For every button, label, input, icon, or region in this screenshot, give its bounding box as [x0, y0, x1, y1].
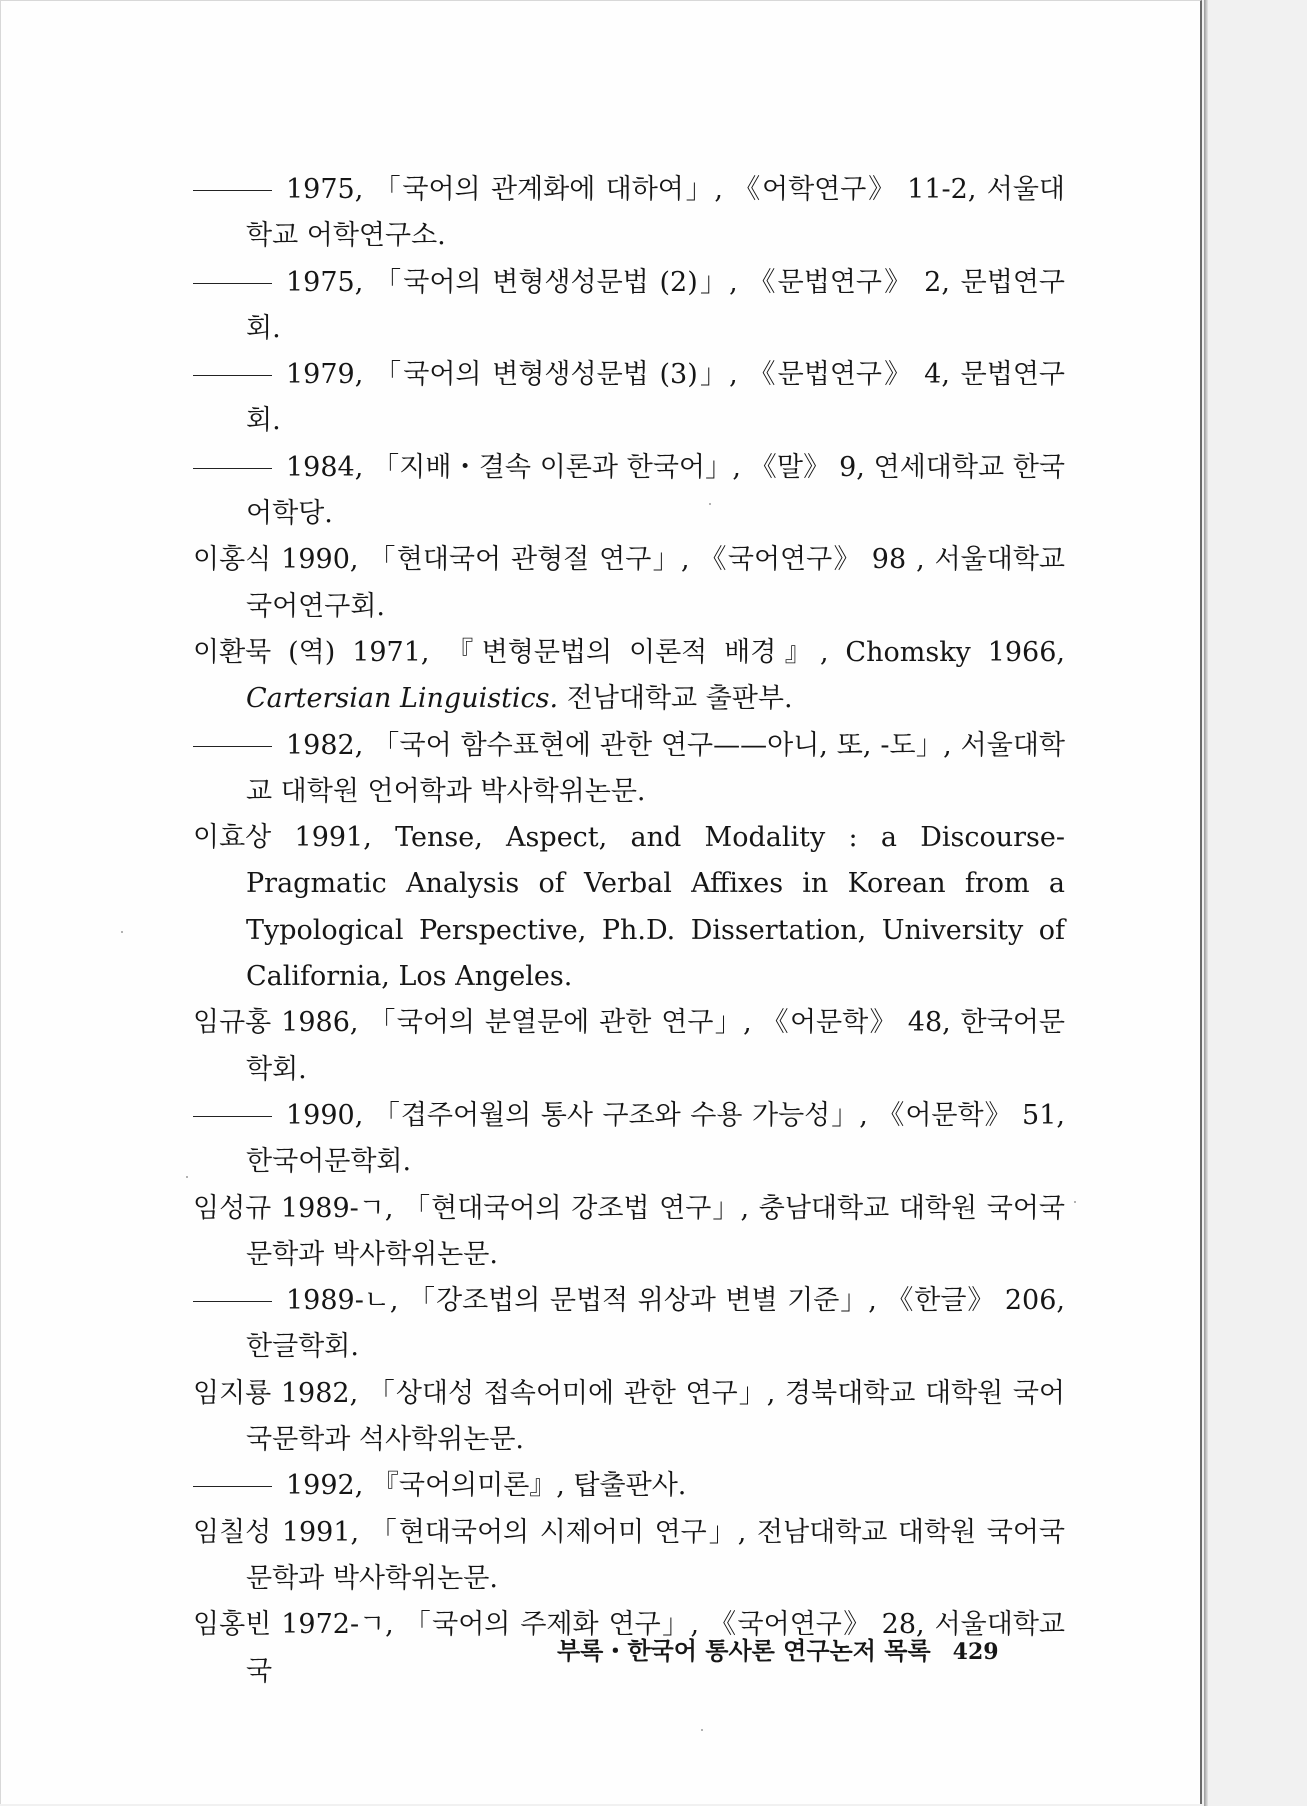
reference-text: 1982, 「국어 함수표현에 관한 연구——아니, 또, -도」, 서울대학교 대학원 언어학과 박사학위논문. [246, 729, 1065, 807]
reference-entry [193, 1278, 1065, 1371]
reference-entry [193, 352, 1065, 445]
page-footer [557, 1631, 1077, 1666]
reference-text: 이홍식 1990, 「현대국어 관형절 연구」, 《국어연구》 98 , 서울대학교 국어연구회. [193, 544, 1065, 622]
ditto-dash [193, 746, 272, 747]
reference-text: 임지룡 1982, 「상대성 접속어미에 관한 연구」, 경북대학교 대학원 국어국문학과 석사학위논문. [193, 1377, 1065, 1456]
reference-text: 1975, 「국어의 관계화에 대하여」, 《어학연구》 11-2, 서울대학교 어학연구소. [246, 174, 1065, 252]
reference-text: 임홍빈 1972-ㄱ, 「국어의 주제화 연구」, 《국어연구》 28, 서울대학교 국 [193, 1609, 1065, 1687]
running-title: 부록・한국어 통사론 연구논저 목록 [557, 1636, 931, 1665]
scan-speck [701, 1729, 703, 1731]
scan-speck [1074, 1201, 1076, 1203]
page-edge-shadow [1204, 0, 1208, 1806]
reference-entry [193, 445, 1065, 538]
ditto-dash [193, 190, 272, 191]
scan-speck [186, 1176, 188, 1178]
reference-entry [193, 1000, 1065, 1093]
reference-entry [193, 630, 1065, 723]
reference-text: 1979, 「국어의 변형생성문법 (3)」, 《문법연구》 4, 문법연구회. [246, 359, 1065, 437]
reference-entry [193, 1093, 1065, 1186]
reference-entry [193, 723, 1065, 816]
reference-entry [193, 167, 1065, 260]
reference-text: 1989-ㄴ, 「강조법의 문법적 위상과 변별 기준」, 《한글》 206, 한글학회. [246, 1285, 1065, 1363]
reference-text: 임칠성 1991, 「현대국어의 시제어미 연구」, 전남대학교 대학원 국어국문학과 박사학위논문. [193, 1516, 1065, 1594]
reference-text: 이환묵 (역) 1971, 『변형문법의 이론적 배경』, Chomsky 1966, [193, 636, 1065, 668]
ditto-dash [193, 468, 272, 469]
reference-entry [193, 1371, 1065, 1464]
reference-entry [193, 1186, 1065, 1279]
reference-italic-title: Cartersian Linguistics. [246, 683, 559, 715]
reference-text: 1992, 『국어의미론』, 탑출판사. [286, 1470, 687, 1502]
ditto-dash [193, 1116, 272, 1117]
ditto-dash [193, 375, 272, 376]
reference-text: 임규홍 1986, 「국어의 분열문에 관한 연구」, 《어문학》 48, 한국어문학회. [193, 1007, 1065, 1085]
reference-text: 이효상 1991, Tense, Aspect, and Modality : a Discourse-Pragmatic Analysis of Verbal Affixes in Korean from a Typological Perspective, Ph.D. Dissertation, University of California, Los Angeles. [193, 822, 1065, 993]
reference-entry [193, 1463, 1065, 1509]
ditto-dash [193, 283, 272, 284]
ditto-dash [193, 1486, 272, 1487]
reference-list [193, 167, 1065, 1695]
reference-entry [193, 260, 1065, 353]
scan-speck [709, 503, 711, 505]
reference-entry [193, 537, 1065, 630]
reference-text: 1984, 「지배・결속 이론과 한국어」, 《말》 9, 연세대학교 한국어학당. [246, 451, 1065, 530]
reference-text: 1990, 「겹주어월의 통사 구조와 수용 가능성」, 《어문학》 51, 한국어문학회. [246, 1099, 1065, 1178]
ditto-dash [193, 1301, 272, 1302]
reference-entry [193, 815, 1065, 1000]
page-number: 429 [952, 1639, 999, 1665]
reference-text: 1975, 「국어의 변형생성문법 (2)」, 《문법연구》 2, 문법연구회. [246, 266, 1065, 344]
scan-speck [121, 931, 123, 933]
reference-entry [193, 1510, 1065, 1603]
reference-text: 임성규 1989-ㄱ, 「현대국어의 강조법 연구」, 충남대학교 대학원 국어국문학과 박사학위논문. [193, 1192, 1065, 1270]
reference-text-after: 전남대학교 출판부. [558, 683, 793, 715]
